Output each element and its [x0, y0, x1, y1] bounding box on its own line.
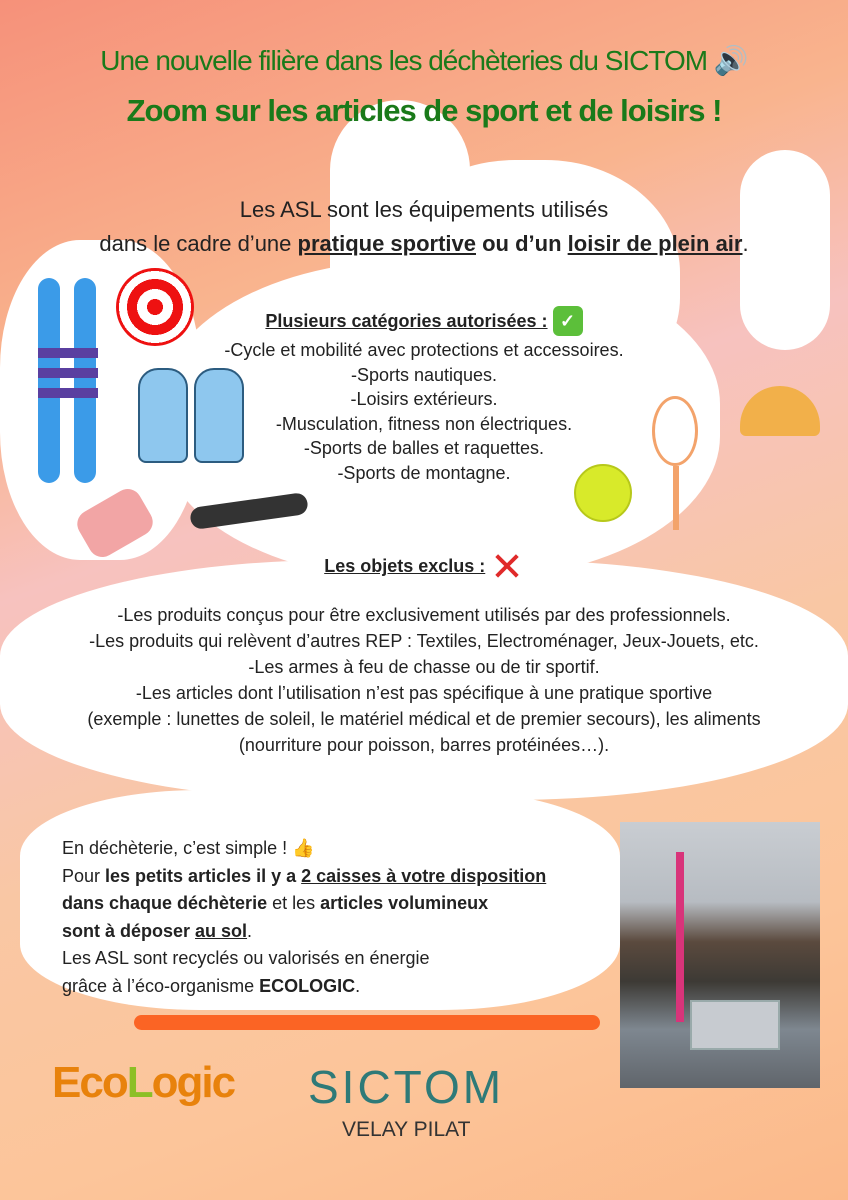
sictom-logo-subtitle: VELAY PILAT	[342, 1118, 471, 1141]
list-item: (exemple : lunettes de soleil, le matériel médical et de premier secours), les aliments	[87, 709, 761, 730]
list-item: (nourriture pour poisson, barres protéinées…).	[238, 735, 610, 756]
allowed-section	[0, 306, 848, 485]
flag	[676, 852, 684, 1022]
instructions-text: En déchèterie, c’est simple ! 👍 Pour les petits articles il y a 2 caisses à votre disposition dans chaque déchèterie et les articles volumineux sont à déposer au sol. Les ASL sont recyclés ou valorisés en énergie grâce à l’éco-organisme ECOLOGIC.	[62, 838, 547, 996]
list-item: -Sports de montagne.	[337, 462, 511, 483]
excluded-section	[0, 545, 848, 758]
collection-bin	[690, 1000, 780, 1050]
list-item: -Cycle et mobilité avec protections et accessoires.	[224, 340, 624, 360]
thumbs-up-icon: 👍	[292, 838, 315, 858]
page-subtitle: Zoom sur les articles de sport et de loisirs !	[126, 93, 722, 128]
sictom-logo: SICTOM	[308, 1061, 505, 1113]
dechetterie-photo	[620, 822, 820, 1088]
list-item: -Les produits conçus pour être exclusivement utilisés par des professionnels.	[117, 605, 731, 626]
speaker-icon: 🔊	[713, 45, 748, 76]
ecologic-logo: EcoLogic	[52, 1058, 235, 1107]
divider	[134, 1015, 600, 1030]
page-title: Une nouvelle filière dans les déchèteries du SICTOM 🔊	[100, 45, 748, 76]
list-item: -Musculation, fitness non électriques.	[275, 413, 573, 434]
intro-text: Les ASL sont les équipements utilisés dans le cadre d’une pratique sportive ou d’un loisir de plein air.	[99, 197, 749, 256]
excluded-heading: Les objets exclus :	[324, 556, 486, 576]
check-mark-icon: ✓	[553, 306, 583, 336]
list-item: -Les articles dont l’utilisation n’est pas spécifique à une pratique sportive	[135, 683, 713, 704]
list-item: -Sports de balles et raquettes.	[303, 438, 545, 458]
list-item: -Loisirs extérieurs.	[350, 389, 498, 409]
list-item: -Sports nautiques.	[350, 364, 498, 385]
list-item: -Les armes à feu de chasse ou de tir sportif.	[248, 657, 600, 678]
allowed-heading: Plusieurs catégories autorisées :	[265, 311, 548, 331]
list-item: -Les produits qui relèvent d’autres REP : Textiles, Electroménager, Jeux-Jouets, etc.	[89, 631, 759, 652]
cross-mark-icon: ✕	[490, 545, 524, 590]
